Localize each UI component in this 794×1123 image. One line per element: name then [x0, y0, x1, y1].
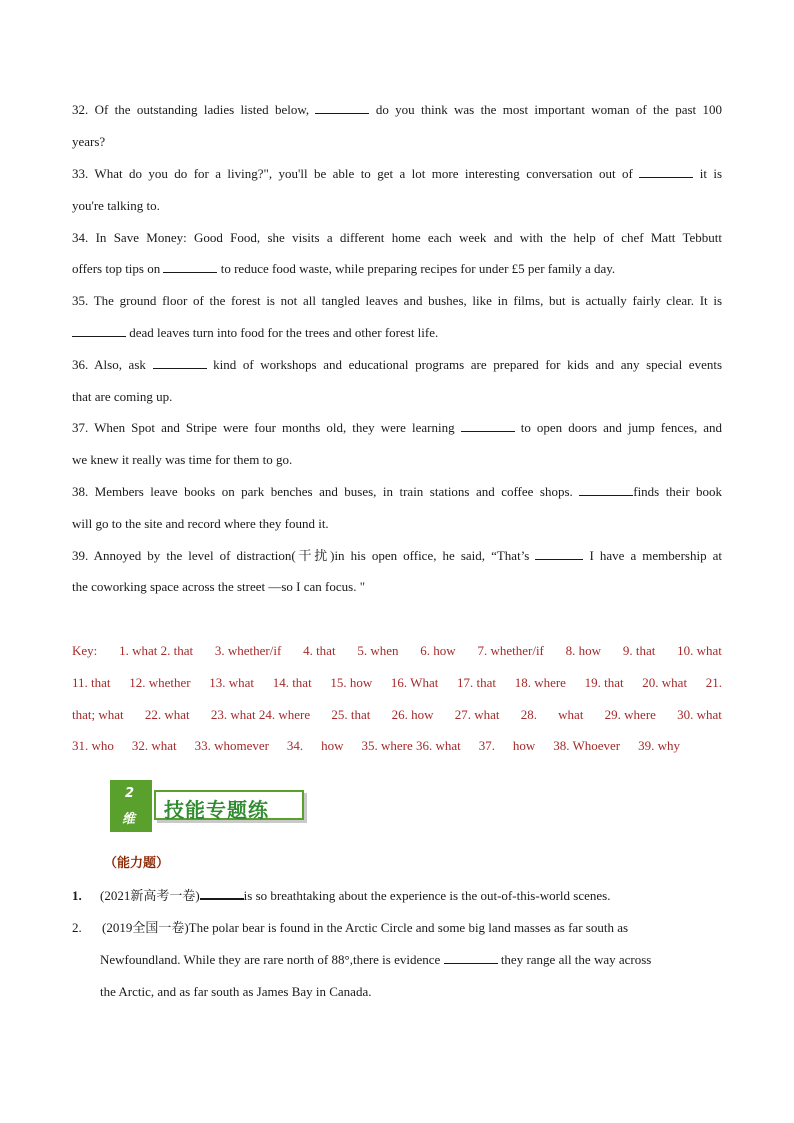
question-38: 38. Members leave books on park benches and buses, in train stations and coffee shops. finds their book: [72, 484, 722, 499]
question-36-cont: that are coming up.: [72, 389, 173, 404]
answer-blank[interactable]: [639, 167, 693, 178]
key-label: Key:: [72, 643, 98, 658]
question-37-cont: we knew it really was time for them to go.: [72, 452, 293, 467]
section-label: （能力题）: [104, 855, 170, 870]
question-37: 37. When Spot and Stripe were four months old, they were learning to open doors and jump fences, and: [72, 420, 723, 435]
section-badge: [110, 780, 306, 832]
question-38-cont: will go to the site and record where they found it.: [72, 516, 329, 531]
answer-blank[interactable]: [153, 358, 207, 369]
practice-2-line-3: the Arctic, and as far south as James Bay in Canada.: [100, 984, 372, 999]
question-33: 33. What do you do for a living?", you'll be able to get a lot more interesting conversation out of it is: [72, 166, 723, 181]
question-35-cont: dead leaves turn into food for the trees and other forest life.: [72, 323, 722, 343]
question-32-cont: years?: [72, 134, 106, 149]
answer-key-row-4: 31. who 32. what 33. whomever 34. how 35. where 36. what 37. how 38. Whoever 39. why: [72, 738, 680, 753]
answer-blank[interactable]: [72, 326, 126, 337]
answer-blank[interactable]: [444, 953, 498, 964]
question-34: 34. In Save Money: Good Food, she visits a different home each week and with the help of chef Matt Tebbutt: [72, 230, 723, 245]
badge-green-block: 2 维: [110, 780, 152, 832]
answer-blank[interactable]: [579, 485, 633, 496]
question-33-cont: you're talking to.: [72, 198, 160, 213]
badge-title-box: [154, 790, 304, 820]
question-39-cont: the coworking space across the street —so I can focus. ": [72, 579, 366, 594]
question-39: 39. Annoyed by the level of distraction(干扰)in his open office, he said, “That’s I have a membership at: [72, 548, 722, 563]
answer-key-row-3: that; what 22. what 23. what 24. where 25. that 26. how 27. what 28. what 29. where 30. what: [72, 707, 722, 722]
answer-blank[interactable]: [461, 421, 515, 432]
answer-blank[interactable]: [200, 888, 244, 900]
badge-title: 技能专题练: [164, 798, 269, 822]
answer-blank[interactable]: [535, 549, 583, 560]
practice-1: 1. (2021新高考一卷) is so breathtaking about the experience is the out-of-this-world scenes.: [72, 888, 611, 903]
question-36: 36. Also, ask kind of workshops and educational programs are prepared for kids and any special events: [72, 357, 723, 372]
answer-key-row-2: 11. that 12. whether 13. what 14. that 15. how 16. What 17. that 18. where 19. that 20. what 21.: [72, 675, 722, 690]
practice-2: 2. (2019全国一卷)The polar bear is found in the Arctic Circle and some big land masses as far south as: [72, 920, 629, 935]
question-34-cont: offers top tips on to reduce food waste, while preparing recipes for under £5 per family a day.: [72, 261, 616, 276]
answer-blank[interactable]: [163, 262, 217, 273]
answer-blank[interactable]: [315, 103, 369, 114]
question-35: 35. The ground floor of the forest is not all tangled leaves and bushes, like in films, but is actually fairly clear. It is: [72, 293, 722, 308]
answer-key-row-1: Key: 1. what 2. that 3. whether/if 4. that 5. when 6. how 7. whether/if 8. how 9. that 10. what: [72, 641, 722, 661]
question-32: 32. Of the outstanding ladies listed below, do you think was the most important woman of the past 100: [72, 102, 722, 117]
practice-2-line-2: Newfoundland. While they are rare north of 88°,there is evidence they range all the way across: [100, 952, 652, 967]
